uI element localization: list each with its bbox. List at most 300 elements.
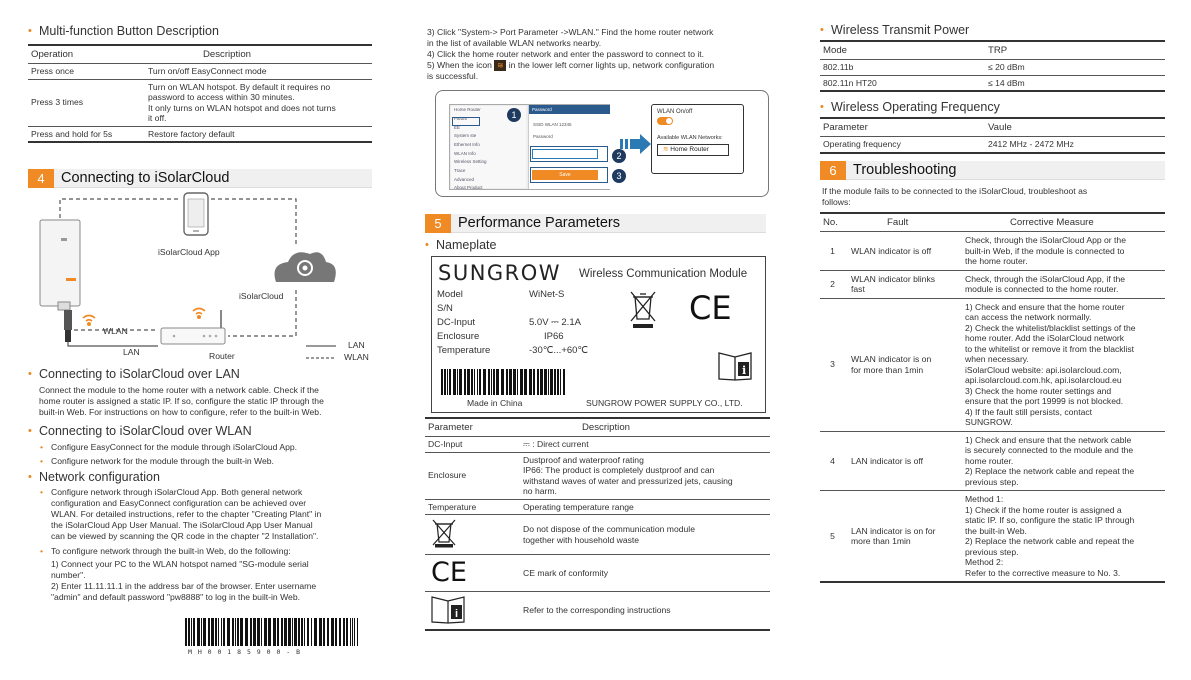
text-line: 1) Check and ensure that the home router [965, 301, 1125, 312]
barcode-bar [346, 618, 348, 646]
barcode-bar [537, 369, 539, 395]
barcode-bar [240, 618, 243, 646]
text-line: WLAN indicator is off [851, 245, 932, 256]
nameplate [431, 256, 766, 413]
text-line: built-in Web, if the module is connected to [965, 245, 1125, 256]
menu-item[interactable]: Param [454, 115, 468, 121]
text-line: Check, through the iSolarCloud App, if the [965, 273, 1126, 284]
barcode-bar [352, 618, 353, 646]
barcode-bar [459, 369, 462, 395]
text-line: withstand waves of water and pressurized jets, causing [523, 475, 733, 486]
callout-1: 1 [507, 108, 521, 122]
description-cell [520, 452, 770, 499]
text-line: when necessary. [965, 354, 1029, 364]
router-icon [161, 310, 225, 344]
wof-table [820, 117, 1165, 154]
table-row [28, 79, 372, 126]
wifi-module-icon [64, 310, 72, 342]
text-line: 4) If the fault still persists, contact [965, 406, 1093, 417]
table-cell: ≤ 14 dBm [985, 75, 1165, 91]
column-2 [425, 0, 770, 680]
barcode-bar [343, 618, 345, 646]
table-row [425, 437, 770, 453]
description-cell [520, 515, 770, 555]
no-cell: 4 [820, 431, 845, 491]
over-wlan-list [38, 442, 297, 467]
over-wlan-heading: • Connecting to iSolarCloud over WLAN [28, 424, 252, 438]
barcode-bar [457, 369, 458, 395]
wlan-links [60, 199, 296, 336]
barcode-bar [520, 369, 523, 395]
barcode-bar [208, 618, 210, 646]
description-cell [520, 499, 770, 515]
barcode-bar [304, 618, 305, 646]
text-line: module is connected to the home router. [965, 284, 1119, 294]
description-cell [145, 64, 372, 80]
text-line: fast [851, 284, 865, 294]
highlight-box [452, 117, 480, 126]
nameplate-field-value: WiNet-S [529, 289, 565, 300]
icon-cell [425, 592, 520, 630]
troubleshoot-table [820, 212, 1165, 583]
phone-icon [184, 193, 208, 235]
dialog-ssid: SSID WLAN 12345 [533, 122, 572, 127]
mfb-heading: • Multi-function Button Description [28, 24, 219, 38]
barcode-bar [501, 369, 504, 395]
menu-item[interactable]: WLAN Info [454, 150, 476, 156]
barcode-bar [524, 369, 527, 395]
text-line: together with household waste [523, 534, 640, 545]
brand-logo: SUNGROW [438, 261, 562, 285]
ts-header-measure: Corrective Measure [962, 213, 1165, 232]
menu-item[interactable]: Home Router [454, 107, 481, 113]
text-line: Do not dispose of the communication module [523, 524, 695, 534]
legend-lan: LAN [348, 340, 365, 350]
barcode-bar [307, 618, 309, 646]
text-line: ensure that the port 19999 is not blocked. [965, 396, 1124, 406]
web-ui-panel [449, 104, 610, 190]
table-row [820, 298, 1165, 431]
barcode-bar [493, 369, 495, 395]
measure-cell [962, 232, 1165, 271]
nameplate-field-label: Enclosure [437, 331, 480, 342]
barcode-bar [529, 369, 532, 395]
barcode-bar [218, 618, 219, 646]
wof-header-value: Vaule [985, 118, 1165, 137]
wtp-table [820, 40, 1165, 92]
barcode-bar [548, 369, 549, 395]
barcode-bar [294, 618, 297, 646]
operation-cell: Press once [28, 64, 145, 80]
over-lan-heading: • Connecting to iSolarCloud over LAN [28, 367, 240, 381]
text-line: ⎓ : Direct current [523, 439, 589, 449]
text-line: 2) Replace the network cable and repeat the [965, 466, 1135, 476]
barcode-bar [311, 618, 312, 646]
barcode-bar [496, 369, 499, 395]
text-line: no harm. [523, 486, 557, 496]
netconf-item-app [38, 487, 372, 542]
list-item: • Configure network for the module through the built-in Web. [38, 456, 297, 467]
manual-icon [431, 594, 465, 624]
text-line: • Configure network through iSolarCloud App. Both general network [51, 487, 303, 497]
wifi-icon: ≋ [494, 60, 506, 71]
param-header-parameter: Parameter [425, 418, 520, 437]
fault-cell [845, 431, 962, 491]
menu-item[interactable]: Ethernet Info [454, 141, 480, 147]
barcode-bar [185, 618, 187, 646]
nameplate-field-label: Model [437, 289, 463, 300]
home-router-item[interactable]: ≋ Home Router [657, 144, 729, 156]
barcode-bar [477, 369, 478, 395]
ts-header-fault: Fault [845, 213, 962, 232]
barcode-bar [232, 618, 234, 646]
barcode-bar [335, 618, 337, 646]
wifi-icon [83, 316, 95, 326]
text-line: "admin" and default password "pw8888" to log in the built-in Web. [51, 592, 300, 602]
text-line: home router is assigned a static IP. If so, configure the static IP through the [39, 396, 324, 406]
router-label: Router [209, 351, 235, 361]
text-line: IP66: The product is completely dustproof and can [523, 465, 715, 475]
step-line: 3) Click "System-> Port Parameter ->WLAN." Find the home router network [427, 27, 714, 37]
config-screenshot [435, 90, 769, 197]
table-row [425, 515, 770, 555]
menu-item[interactable]: System ste [454, 133, 477, 139]
save-button[interactable]: Save [532, 170, 598, 180]
text-line: home router. [965, 455, 1014, 466]
barcode-bar [474, 369, 475, 395]
barcode-bar [327, 618, 329, 646]
barcode-bar [261, 618, 262, 646]
table-row [820, 431, 1165, 491]
nameplate-field-value: 5.0V ⎓ 2.1A [529, 317, 581, 328]
barcode-bar [509, 369, 512, 395]
step-line: is successful. [427, 71, 479, 82]
wlan-toggle[interactable] [657, 117, 673, 125]
barcode-bar [215, 618, 217, 646]
text-line: Turn on WLAN hotspot. By default it requires no [148, 81, 331, 92]
text-line: 2) Enter 11.11.11.1 in the address bar of the browser. Enter username [51, 581, 317, 591]
ce-mark-icon: CE [431, 557, 467, 588]
mfb-table [28, 44, 372, 143]
nameplate-field-value: -30℃...+60℃ [529, 345, 589, 356]
text-line: 1) Check if the home router is assigned a [965, 504, 1122, 515]
measure-cell [962, 298, 1165, 431]
table-row [425, 499, 770, 515]
barcode-bar [245, 618, 248, 646]
barcode-bar [227, 618, 230, 646]
table-row [28, 126, 372, 142]
text-line: 2) Check the whitelist/blacklist settings of the [965, 322, 1136, 333]
netconf-steps [51, 559, 316, 603]
dialog-password-label: Password [533, 134, 553, 139]
text-line: static IP. If so, configure the static IP through [965, 515, 1135, 525]
lan-label: LAN [123, 347, 140, 357]
measure-cell [962, 491, 1165, 583]
menu-item[interactable]: Trace [454, 167, 466, 173]
barcode-bar [288, 618, 291, 646]
fault-cell [845, 270, 962, 298]
table-cell: ≤ 20 dBm [985, 60, 1165, 76]
barcode-bar [339, 618, 341, 646]
text-line: CE mark of conformity [523, 567, 609, 578]
section-5-header [425, 214, 766, 233]
parameter-cell: DC-Input [425, 437, 520, 453]
barcode-bar [292, 618, 293, 646]
text-line: WLAN indicator blinks [851, 273, 936, 284]
wifi-icon [193, 309, 205, 319]
operation-cell: Press 3 times [28, 79, 145, 126]
barcode-bar [554, 369, 556, 395]
barcode-bar [540, 369, 543, 395]
barcode-bar [357, 618, 358, 646]
menu-item[interactable]: Wireless Setting [454, 159, 487, 165]
icon-cell [425, 515, 520, 555]
description-cell [145, 79, 372, 126]
nameplate-field-label: DC-Input [437, 317, 476, 328]
callout-2: 2 [612, 149, 626, 163]
nameplate-field-label: Temperature [437, 345, 491, 356]
text-line: it off. [148, 113, 167, 123]
text-line: for more than 1min [851, 364, 924, 375]
table-row [425, 452, 770, 499]
barcode-bar [563, 369, 565, 395]
barcode-bar [444, 369, 446, 395]
fault-cell [845, 491, 962, 583]
no-cell: 2 [820, 270, 845, 298]
barcode-bar [281, 618, 283, 646]
text-line: configuration and EasyConnect configuration can be achieved over [51, 498, 307, 508]
no-cell: 3 [820, 298, 845, 431]
section-number: 5 [425, 214, 451, 233]
table-cell: 2412 MHz - 2472 MHz [985, 137, 1165, 153]
operation-cell: Press and hold for 5s [28, 126, 145, 142]
table-cell: 802.11b [820, 60, 985, 76]
app-label: iSolarCloud App [158, 247, 220, 257]
wifi-icon: ≋ [663, 146, 671, 153]
barcode-bar [250, 618, 252, 646]
highlight-box [530, 146, 608, 162]
wlan-panel [651, 104, 744, 174]
section-title: Troubleshooting [853, 162, 957, 178]
text-line: the built-in Web. [965, 525, 1027, 536]
step-line: 5) When the icon ≋ in the lower left corner lights up, network configuration [427, 60, 715, 71]
menu-item[interactable]: Advanced [454, 176, 475, 182]
measure-cell [962, 431, 1165, 491]
dialog-title: Password [529, 105, 610, 114]
no-cell: 1 [820, 232, 845, 271]
barcode-bar [188, 618, 190, 646]
text-line: LAN indicator is on for [851, 525, 936, 536]
step-line: 4) Click the home router network and enter the password to connect to it. [427, 49, 705, 59]
barcode-bar [237, 618, 239, 646]
barcode-bar [453, 369, 456, 395]
section-number: 4 [28, 169, 54, 188]
barcode-bar [257, 618, 260, 646]
table-row [425, 592, 770, 630]
description-cell [520, 555, 770, 592]
text-line: Dustproof and waterproof rating [523, 454, 644, 465]
text-line: Method 1: [965, 494, 1004, 504]
column-1 [28, 0, 372, 680]
steps-text [427, 27, 772, 82]
table-row [820, 75, 1165, 91]
section-title: Performance Parameters [458, 215, 620, 231]
barcode-bar [449, 369, 451, 395]
over-lan-text [28, 385, 324, 418]
barcode-bar [319, 618, 322, 646]
barcode-bar [513, 369, 516, 395]
table-cell: 802.11n HT20 [820, 75, 985, 91]
barcode-bar [197, 618, 200, 646]
fault-cell [845, 232, 962, 271]
mfb-header-operation: Operation [28, 45, 145, 64]
svg-text:i: i [455, 608, 459, 620]
barcode-bar [488, 369, 490, 395]
highlight-box [530, 167, 608, 183]
troubleshoot-intro: If the module fails to be connected to the iSolarCloud, troubleshoot as follows: [822, 186, 1088, 207]
text-line: to the whitelist or remove it from the blacklist [965, 343, 1135, 354]
icon-cell [425, 555, 520, 592]
text-line: built-in Web. For instructions on how to configure, refer to the built-in Web. [39, 407, 322, 417]
barcode-bar [471, 369, 473, 395]
text-line: Method 2: [965, 557, 1004, 567]
parameter-cell: Temperature [425, 499, 520, 515]
text-line: Refer to the corrective measure to No. 3. [965, 567, 1121, 578]
wtp-header-trp: TRP [985, 41, 1165, 60]
barcode-bar [491, 369, 492, 395]
callout-3: 3 [612, 169, 626, 183]
barcode-bar [235, 618, 236, 646]
description-cell [520, 437, 770, 453]
barcode-bar [464, 369, 466, 395]
mfb-header-description: Description [145, 45, 372, 64]
ce-mark-icon: CE [689, 289, 732, 327]
barcode-bar [298, 618, 300, 646]
text-line: WLAN. For detailed instructions, refer to the chapter "Creating Plant" in [51, 509, 322, 519]
arrow-right-icon [620, 133, 652, 155]
barcode-bar [223, 618, 225, 646]
barcode-bar [284, 618, 287, 646]
text-line: the iSolarCloud App User Manual. The iSolarCloud App User Manual [51, 520, 313, 530]
barcode-bar [467, 369, 470, 395]
barcode-bar [314, 618, 317, 646]
barcode-text: M H 0 0 1 8 5 9 0 0 - B [188, 648, 302, 656]
barcode-bar [354, 618, 355, 646]
barcode-bar [201, 618, 202, 646]
nameplate-heading: • Nameplate [425, 238, 496, 252]
step-line: in the list of available WLAN networks nearby. [427, 38, 602, 48]
company-name: SUNGROW POWER SUPPLY CO., LTD. [586, 398, 743, 408]
menu-item[interactable]: EE [454, 124, 461, 130]
measure-cell [962, 270, 1165, 298]
text-line: iSolarCloud website: api.isolarcloud.com, [965, 364, 1122, 375]
barcode-bar [253, 618, 256, 646]
text-line: SUNGROW. [965, 417, 1013, 427]
parameter-cell: Enclosure [425, 452, 520, 499]
fault-cell [845, 298, 962, 431]
barcode-bar [506, 369, 508, 395]
barcode-bar [544, 369, 547, 395]
cloud-gear-icon [275, 252, 336, 282]
barcode-bar [550, 369, 553, 395]
column-3 [820, 0, 1165, 680]
text-line: the home router. [965, 256, 1028, 266]
svg-text:i: i [742, 364, 747, 377]
text-line: previous step. [965, 546, 1019, 557]
section-number: 6 [820, 161, 846, 180]
barcode-bar [479, 369, 481, 395]
barcode-bar [557, 369, 559, 395]
netconf-item-web: • To configure network through the built-in Web, do the following: [38, 546, 291, 557]
connection-diagram [28, 190, 372, 365]
text-line: api.isolarcloud.com.hk, api.isolarcloud.eu [965, 375, 1122, 385]
menu-item[interactable]: About Product [454, 185, 483, 191]
made-in: Made in China [467, 398, 523, 408]
nameplate-field-label: S/N [437, 303, 453, 314]
barcode-bar [483, 369, 486, 395]
text-line: can be viewed by scanning the QR code in the chapter "2 Installation". [51, 531, 319, 541]
text-line: 1) Check and ensure that the network cable [965, 434, 1132, 445]
wtp-heading: • Wireless Transmit Power [820, 23, 969, 37]
barcode-bar [221, 618, 222, 646]
table-row [820, 491, 1165, 583]
section-title: Connecting to iSolarCloud [61, 170, 230, 186]
text-line: 1) Connect your PC to the WLAN hotspot named "SG-module serial [51, 559, 309, 569]
weee-icon [431, 518, 457, 548]
wlan-onoff-label: WLAN On/off [657, 109, 693, 115]
barcode-bar [301, 618, 303, 646]
barcode-bar [277, 618, 279, 646]
barcode-bar [273, 618, 276, 646]
table-row [28, 64, 372, 80]
netconf-heading: • Network configuration [28, 470, 160, 484]
parameter-table [425, 417, 770, 631]
wof-header-parameter: Parameter [820, 118, 985, 137]
barcode-bar [268, 618, 271, 646]
list-item: • Configure EasyConnect for the module through iSolarCloud App. [38, 442, 297, 453]
text-line: previous step. [965, 476, 1019, 487]
available-networks-label: Available WLAN Networks: [657, 135, 723, 141]
text-line: It only turns on WLAN hotspot and does not turns [148, 102, 336, 113]
table-row [820, 60, 1165, 76]
text-line: more than 1min [851, 536, 911, 546]
barcode-bar [533, 369, 535, 395]
text-line: can access the network normally. [965, 312, 1092, 322]
nameplate-title: Wireless Communication Module [579, 268, 748, 280]
text-line: password to access within 30 minutes. [148, 92, 295, 102]
text-line: Turn on/off EasyConnect mode [148, 66, 267, 76]
description-cell [520, 592, 770, 630]
legend-wlan: WLAN [344, 352, 369, 362]
barcode-bar [264, 618, 267, 646]
barcode-bar [517, 369, 518, 395]
barcode-bar [441, 369, 443, 395]
weee-icon [628, 289, 658, 329]
text-line: is securely connected to the module and the [965, 445, 1134, 455]
text-line: Connect the module to the home router with a network cable. Check if the [39, 385, 319, 395]
text-line: WLAN indicator is on [851, 354, 932, 364]
barcode-bar [211, 618, 214, 646]
wtp-header-mode: Mode [820, 41, 985, 60]
wof-heading: • Wireless Operating Frequency [820, 100, 1000, 114]
table-row [820, 137, 1165, 153]
nameplate-field-value: IP66 [544, 331, 564, 342]
table-row [820, 232, 1165, 271]
manual-icon [718, 349, 752, 381]
barcode-bar [203, 618, 206, 646]
cloud-label: iSolarCloud [239, 291, 284, 301]
param-header-description: Description [520, 418, 770, 437]
